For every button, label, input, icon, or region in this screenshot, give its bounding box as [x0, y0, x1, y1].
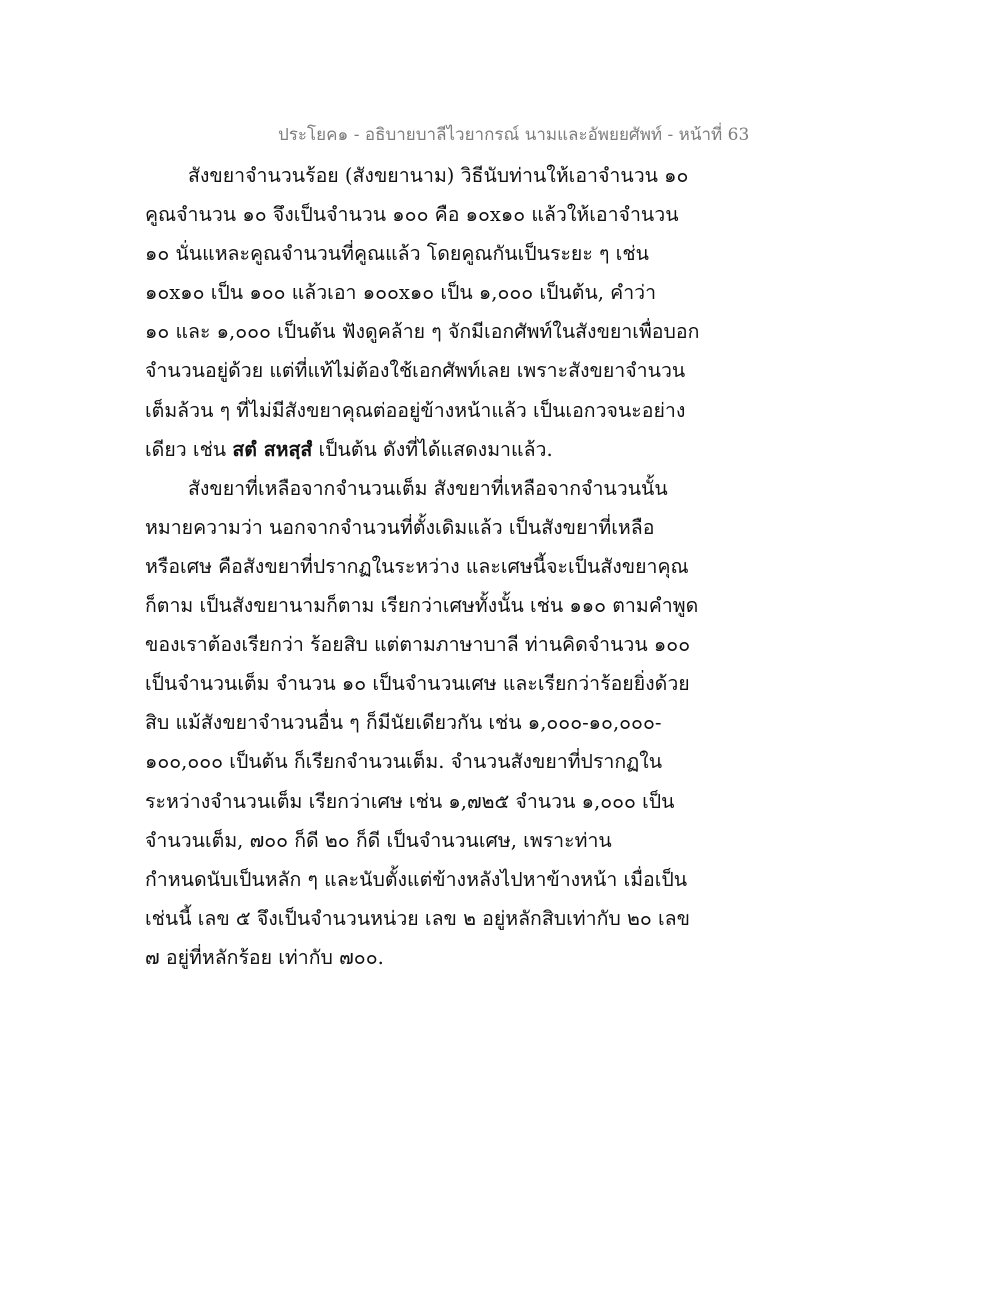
- paragraph-remainder-numbers: [145, 469, 705, 977]
- text-line: สังขยาจำนวนร้อย (สังขยานาม) วิธีนับท่านให้เอาจำนวน ๑๐: [188, 164, 689, 187]
- text-line: เป็นจำนวนเต็ม จำนวน ๑๐ เป็นจำนวนเศษ และเรียกว่าร้อยยิ่งด้วย: [145, 672, 690, 696]
- body-text: [145, 156, 705, 977]
- text-line: ของเราต้องเรียกว่า ร้อยสิบ แต่ตามภาษาบาลี ท่านคิดจำนวน ๑๐๐: [145, 633, 691, 657]
- text-line: สิบ แม้สังขยาจำนวนอื่น ๆ ก็มีนัยเดียวกัน เช่น ๑,๐๐๐-๑๐,๐๐๐-: [145, 711, 662, 735]
- text-line: หรือเศษ คือสังขยาที่ปรากฏในระหว่าง และเศษนี้จะเป็นสังขยาคุณ: [145, 554, 689, 578]
- text-line: กำหนดนับเป็นหลัก ๆ และนับตั้งแต่ข้างหลังไปหาข้างหน้า เมื่อเป็น: [145, 867, 688, 891]
- text-line: หมายความว่า นอกจากจำนวนที่ตั้งเดิมแล้ว เป็นสังขยาที่เหลือ: [145, 515, 655, 539]
- page-header: ประโยค๑ - อธิบายบาลีไวยากรณ์ นามและอัพยยศัพท์ - หน้าที่ 63: [278, 125, 750, 145]
- text-line: คูณจำนวน ๑๐ จึงเป็นจำนวน ๑๐๐ คือ ๑๐x๑๐ แล้วให้เอาจำนวน: [145, 203, 679, 227]
- text-line: ๑๐๐,๐๐๐ เป็นต้น ก็เรียกจำนวนเต็ม. จำนวนสังขยาที่ปรากฏใน: [145, 750, 663, 774]
- text-line: เต็มล้วน ๆ ที่ไม่มีสังขยาคุณต่ออยู่ข้างหน้าแล้ว เป็นเอกวจนะอย่าง: [145, 398, 686, 422]
- paragraph-cardinal-hundreds: [145, 156, 705, 469]
- text-line: ๑๐ และ ๑,๐๐๐ เป็นต้น ฟังดูคล้าย ๆ จักมีเอกศัพท์ในสังขยาเพื่อบอก: [145, 320, 700, 344]
- text-line: สังขยาที่เหลือจากจำนวนเต็ม สังขยาที่เหลือจากจำนวนนั้น: [188, 476, 668, 500]
- text-line: ๑๐x๑๐ เป็น ๑๐๐ แล้วเอา ๑๐๐x๑๐ เป็น ๑,๐๐๐ เป็นต้น, คำว่า: [145, 281, 657, 305]
- pali-term: สตํ สหสฺสํ: [232, 437, 313, 461]
- text-span: เดียว เช่น: [145, 437, 233, 461]
- text-line: [145, 430, 705, 469]
- text-line: เช่นนี้ เลข ๕ จึงเป็นจำนวนหน่วย เลข ๒ อยู่หลักสิบเท่ากับ ๒๐ เลข: [145, 906, 690, 930]
- text-line: ๑๐ นั่นแหละคูณจำนวนที่คูณแล้ว โดยคูณกันเป็นระยะ ๆ เช่น: [145, 242, 649, 266]
- text-line: ๗ อยู่ที่หลักร้อย เท่ากับ ๗๐๐.: [145, 945, 384, 969]
- text-line: ระหว่างจำนวนเต็ม เรียกว่าเศษ เช่น ๑,๗๒๕ จำนวน ๑,๐๐๐ เป็น: [145, 789, 675, 813]
- text-line: ก็ตาม เป็นสังขยานามก็ตาม เรียกว่าเศษทั้งนั้น เช่น ๑๑๐ ตามคำพูด: [145, 594, 699, 618]
- text-span: เป็นต้น ดังที่ได้แสดงมาแล้ว.: [312, 437, 553, 461]
- text-line: จำนวนอยู่ด้วย แต่ที่แท้ไม่ต้องใช้เอกศัพท์เลย เพราะสังขยาจำนวน: [145, 359, 686, 383]
- text-line: จำนวนเต็ม, ๗๐๐ ก็ดี ๒๐ ก็ดี เป็นจำนวนเศษ, เพราะท่าน: [145, 828, 612, 852]
